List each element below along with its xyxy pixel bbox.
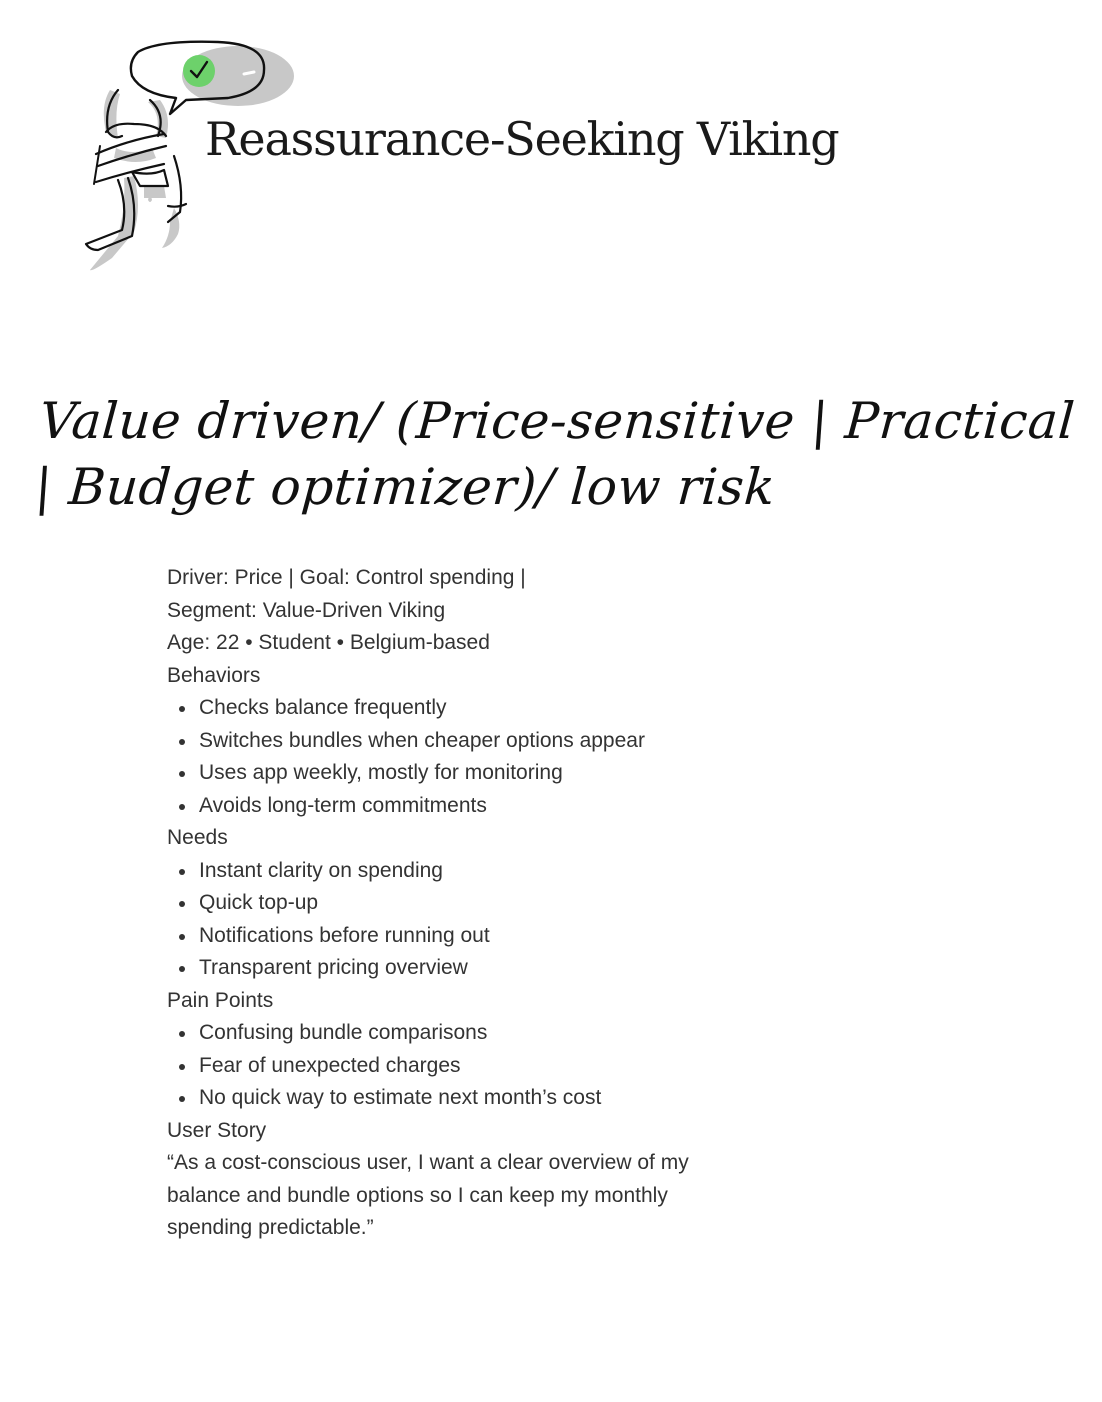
list-item: Confusing bundle comparisons	[167, 1017, 787, 1050]
list-item: Quick top-up	[167, 887, 787, 920]
behaviors-heading: Behaviors	[167, 663, 261, 687]
list-item: Fear of unexpected charges	[167, 1050, 787, 1083]
segment-heading: Value driven/ (Price-sensitive | Practical | Budget optimizer)/ low risk	[33, 392, 1077, 516]
needs-list	[167, 855, 787, 985]
behaviors-list	[167, 692, 787, 822]
needs-heading: Needs	[167, 826, 228, 849]
list-item: Avoids long-term commitments	[167, 790, 787, 823]
list-item: Instant clarity on spending	[167, 855, 787, 888]
segment-line: Segment: Value-Driven Viking	[167, 598, 446, 622]
user-story-heading: User Story	[167, 1118, 267, 1142]
pain-points-list	[167, 1017, 787, 1115]
list-item: Notifications before running out	[167, 920, 787, 953]
list-item: Transparent pricing overview	[167, 952, 787, 985]
driver-goal-line: Driver: Price | Goal: Control spending |	[167, 566, 526, 589]
pain-points-heading: Pain Points	[167, 988, 274, 1012]
list-item: Switches bundles when cheaper options appear	[167, 725, 787, 758]
persona-details	[167, 562, 787, 1245]
user-story-text: “As a cost-conscious user, I want a clear overview of my balance and bundle options so I can keep my monthly spending predictable.”	[167, 1151, 689, 1239]
persona-title: Reassurance-Seeking Viking	[205, 112, 839, 166]
age-line: Age: 22 • Student • Belgium-based	[167, 631, 490, 654]
list-item: Uses app weekly, mostly for monitoring	[167, 757, 787, 790]
list-item: No quick way to estimate next month’s cost	[167, 1082, 787, 1115]
list-item: Checks balance frequently	[167, 692, 787, 725]
